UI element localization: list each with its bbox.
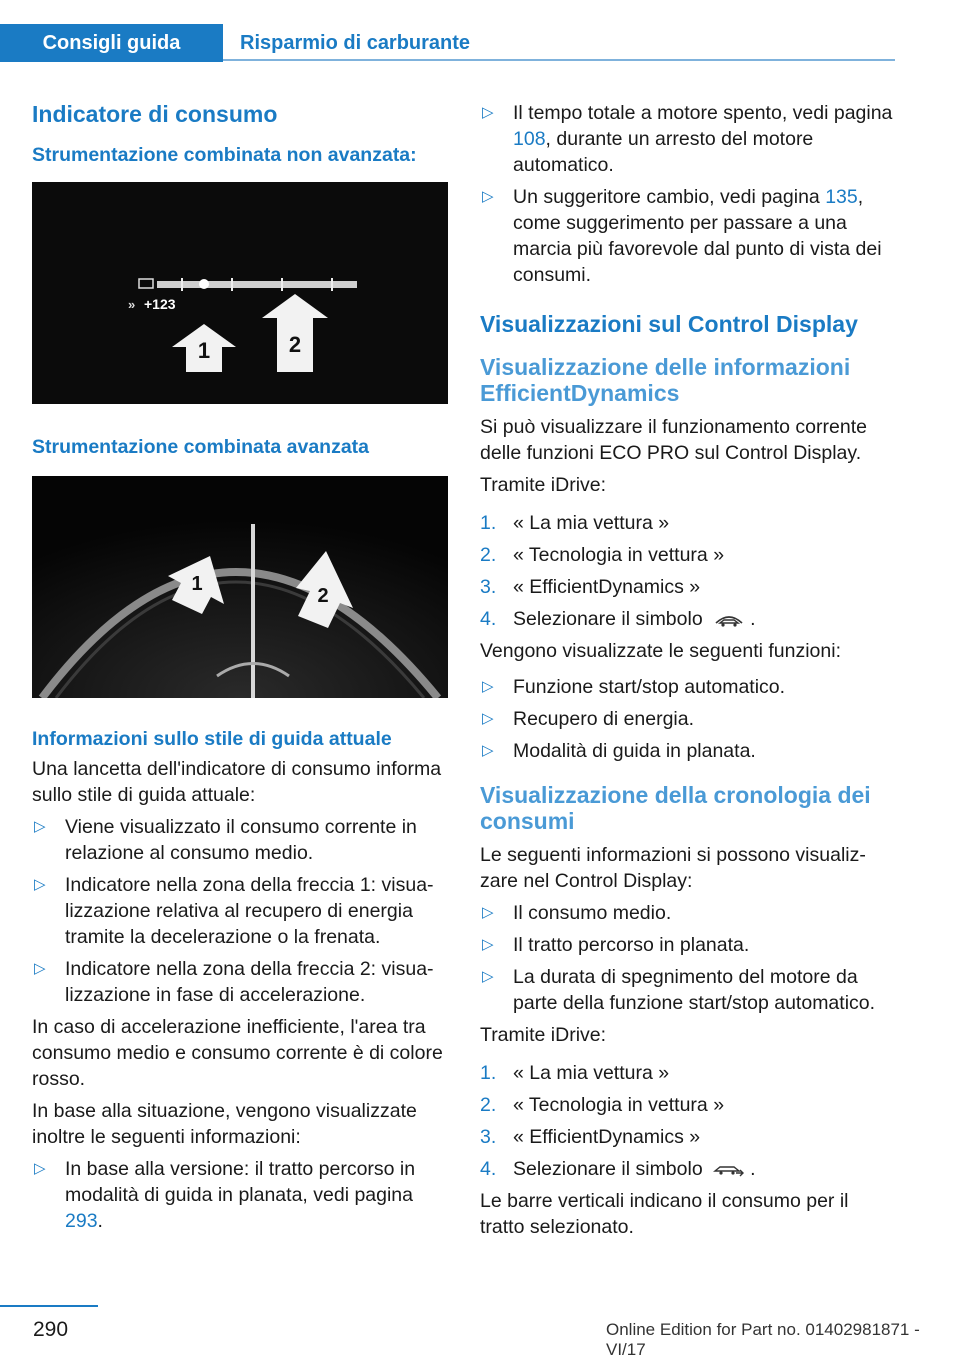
svg-text:1: 1 [197,338,211,363]
edition-note: Online Edition for Part no. 01402981871 - VI/17 [606,1320,920,1359]
steps-cronologia [480,1060,895,1182]
list-item: ▷ In base alla versione: il tratto percorso in modalità di guida in planata, vedi pagina 293. [34,1158,416,1232]
photo-instrument-advanced [32,476,448,698]
svg-text:2: 2 [317,585,329,607]
list-item: ▷ Indicatore nella zona della freccia 2: visualizzazione in fase di accelerazione. [34,958,434,1006]
photo-instrument-basic [32,182,448,404]
page-link-135[interactable]: 135 [825,186,858,208]
list-item: 1. « La mia vettura » [480,512,670,534]
paragraph-idrive-2: Tramite iDrive: [480,1024,607,1046]
list-item: ▷ Il consumo medio. [482,902,672,924]
list-item: ▷ Funzione start/stop automatico. [482,676,786,698]
header-tabs [0,24,895,62]
steps-efficientdynamics [480,510,895,632]
page-number: 290 [33,1318,69,1341]
list-item: ▷ Modalità di guida in planata. [482,740,756,762]
list-item: 2. « Tecnologia in vettura » [480,544,725,566]
right-column [480,100,895,1246]
paragraph-funzioni: Vengono visualizzate le seguenti funzioni: [480,640,841,662]
subtitle-non-avanzata: Strumentazione combinata non avanzata: [32,144,417,166]
svg-text:1: 1 [191,573,203,595]
tab-underline [223,59,895,61]
list-item: ▷ La durata di spegnimento del motore da parte della funzione start/stop automatico. [482,966,876,1014]
paragraph-informazioni: Le seguenti informazioni si possono visualizzare nel Control Display: [480,844,866,892]
paragraph-lancetta: Una lancetta dell'indicatore di consumo informa sullo stile di guida attuale: [32,758,442,806]
paragraph-accelerazione: In caso di accelerazione inefficiente, l'area tra consumo medio e consumo corrente è di colore rosso. [32,1016,443,1090]
paragraph-idrive-1: Tramite iDrive: [480,474,607,496]
readout-text: +123 [144,296,176,312]
paragraph-barre: Le barre verticali indicano il consumo per il tratto selezionato. [480,1190,849,1238]
list-item: ▷ Un suggeritore cambio, vedi pagina 135, come suggerimento per passare a una marcia più favorevole dal punto di vista dei consumi. [482,186,882,286]
car-history-icon [712,1161,746,1179]
list-item: ▷ Il tempo totale a motore spento, vedi pagina 108, durante un arresto del motore automatico. [482,102,893,176]
list-item: ▷ Recupero di energia. [482,708,695,730]
list-informazioni [32,1156,448,1234]
list-cronologia [480,900,895,1016]
car-flow-icon [712,611,746,629]
subtitle-avanzata: Strumentazione combinata avanzata [32,436,370,458]
paragraph-eco-pro: Si può visualizzare il funzionamento corrente delle funzioni ECO PRO sul Control Display. [480,416,867,464]
tab-consigli-guida[interactable]: Consigli guida [0,24,223,62]
subtitle-efficientdynamics: Visualizzazione delle informazioni EfficientDynamics [480,354,851,406]
list-item: 4. Selezionare il simbolo . [480,608,756,630]
list-item: 3. « EfficientDynamics » [480,576,701,598]
list-item: 1. « La mia vettura » [480,1062,670,1084]
left-column [32,100,448,1240]
section-title-indicatore: Indicatore di consumo [32,101,278,127]
list-item: 4. Selezionare il simbolo . [480,1158,756,1180]
list-item: ▷ Indicatore nella zona della freccia 1: visualizzazione relativa al recupero di energia tramite la decelerazione o la frenata. [34,874,434,948]
svg-text:2: 2 [288,332,302,357]
section-title-control-display: Visualizzazioni sul Control Display [480,311,858,337]
list-indicatore [32,814,448,1008]
subtitle-stile-guida: Informazioni sullo stile di guida attuale [32,728,392,750]
list-item: ▷ Viene visualizzato il consumo corrente in relazione al consumo medio. [34,816,417,864]
page-link-293[interactable]: 293 [65,1210,98,1232]
list-funzioni [480,674,895,764]
list-item: 2. « Tecnologia in vettura » [480,1094,725,1116]
list-continuation [480,100,895,288]
paragraph-situazione: In base alla situazione, vengono visualizzate inoltre le seguenti informazioni: [32,1100,417,1148]
list-item: 3. « EfficientDynamics » [480,1126,701,1148]
subtitle-cronologia: Visualizzazione della cronologia dei consumi [480,782,871,834]
page-link-108[interactable]: 108 [513,128,546,150]
svg-text:»: » [128,297,136,312]
list-item: ▷ Il tratto percorso in planata. [482,934,750,956]
tab-risparmio-carburante[interactable]: Risparmio di carburante [240,31,471,54]
footer-line [0,1305,98,1307]
